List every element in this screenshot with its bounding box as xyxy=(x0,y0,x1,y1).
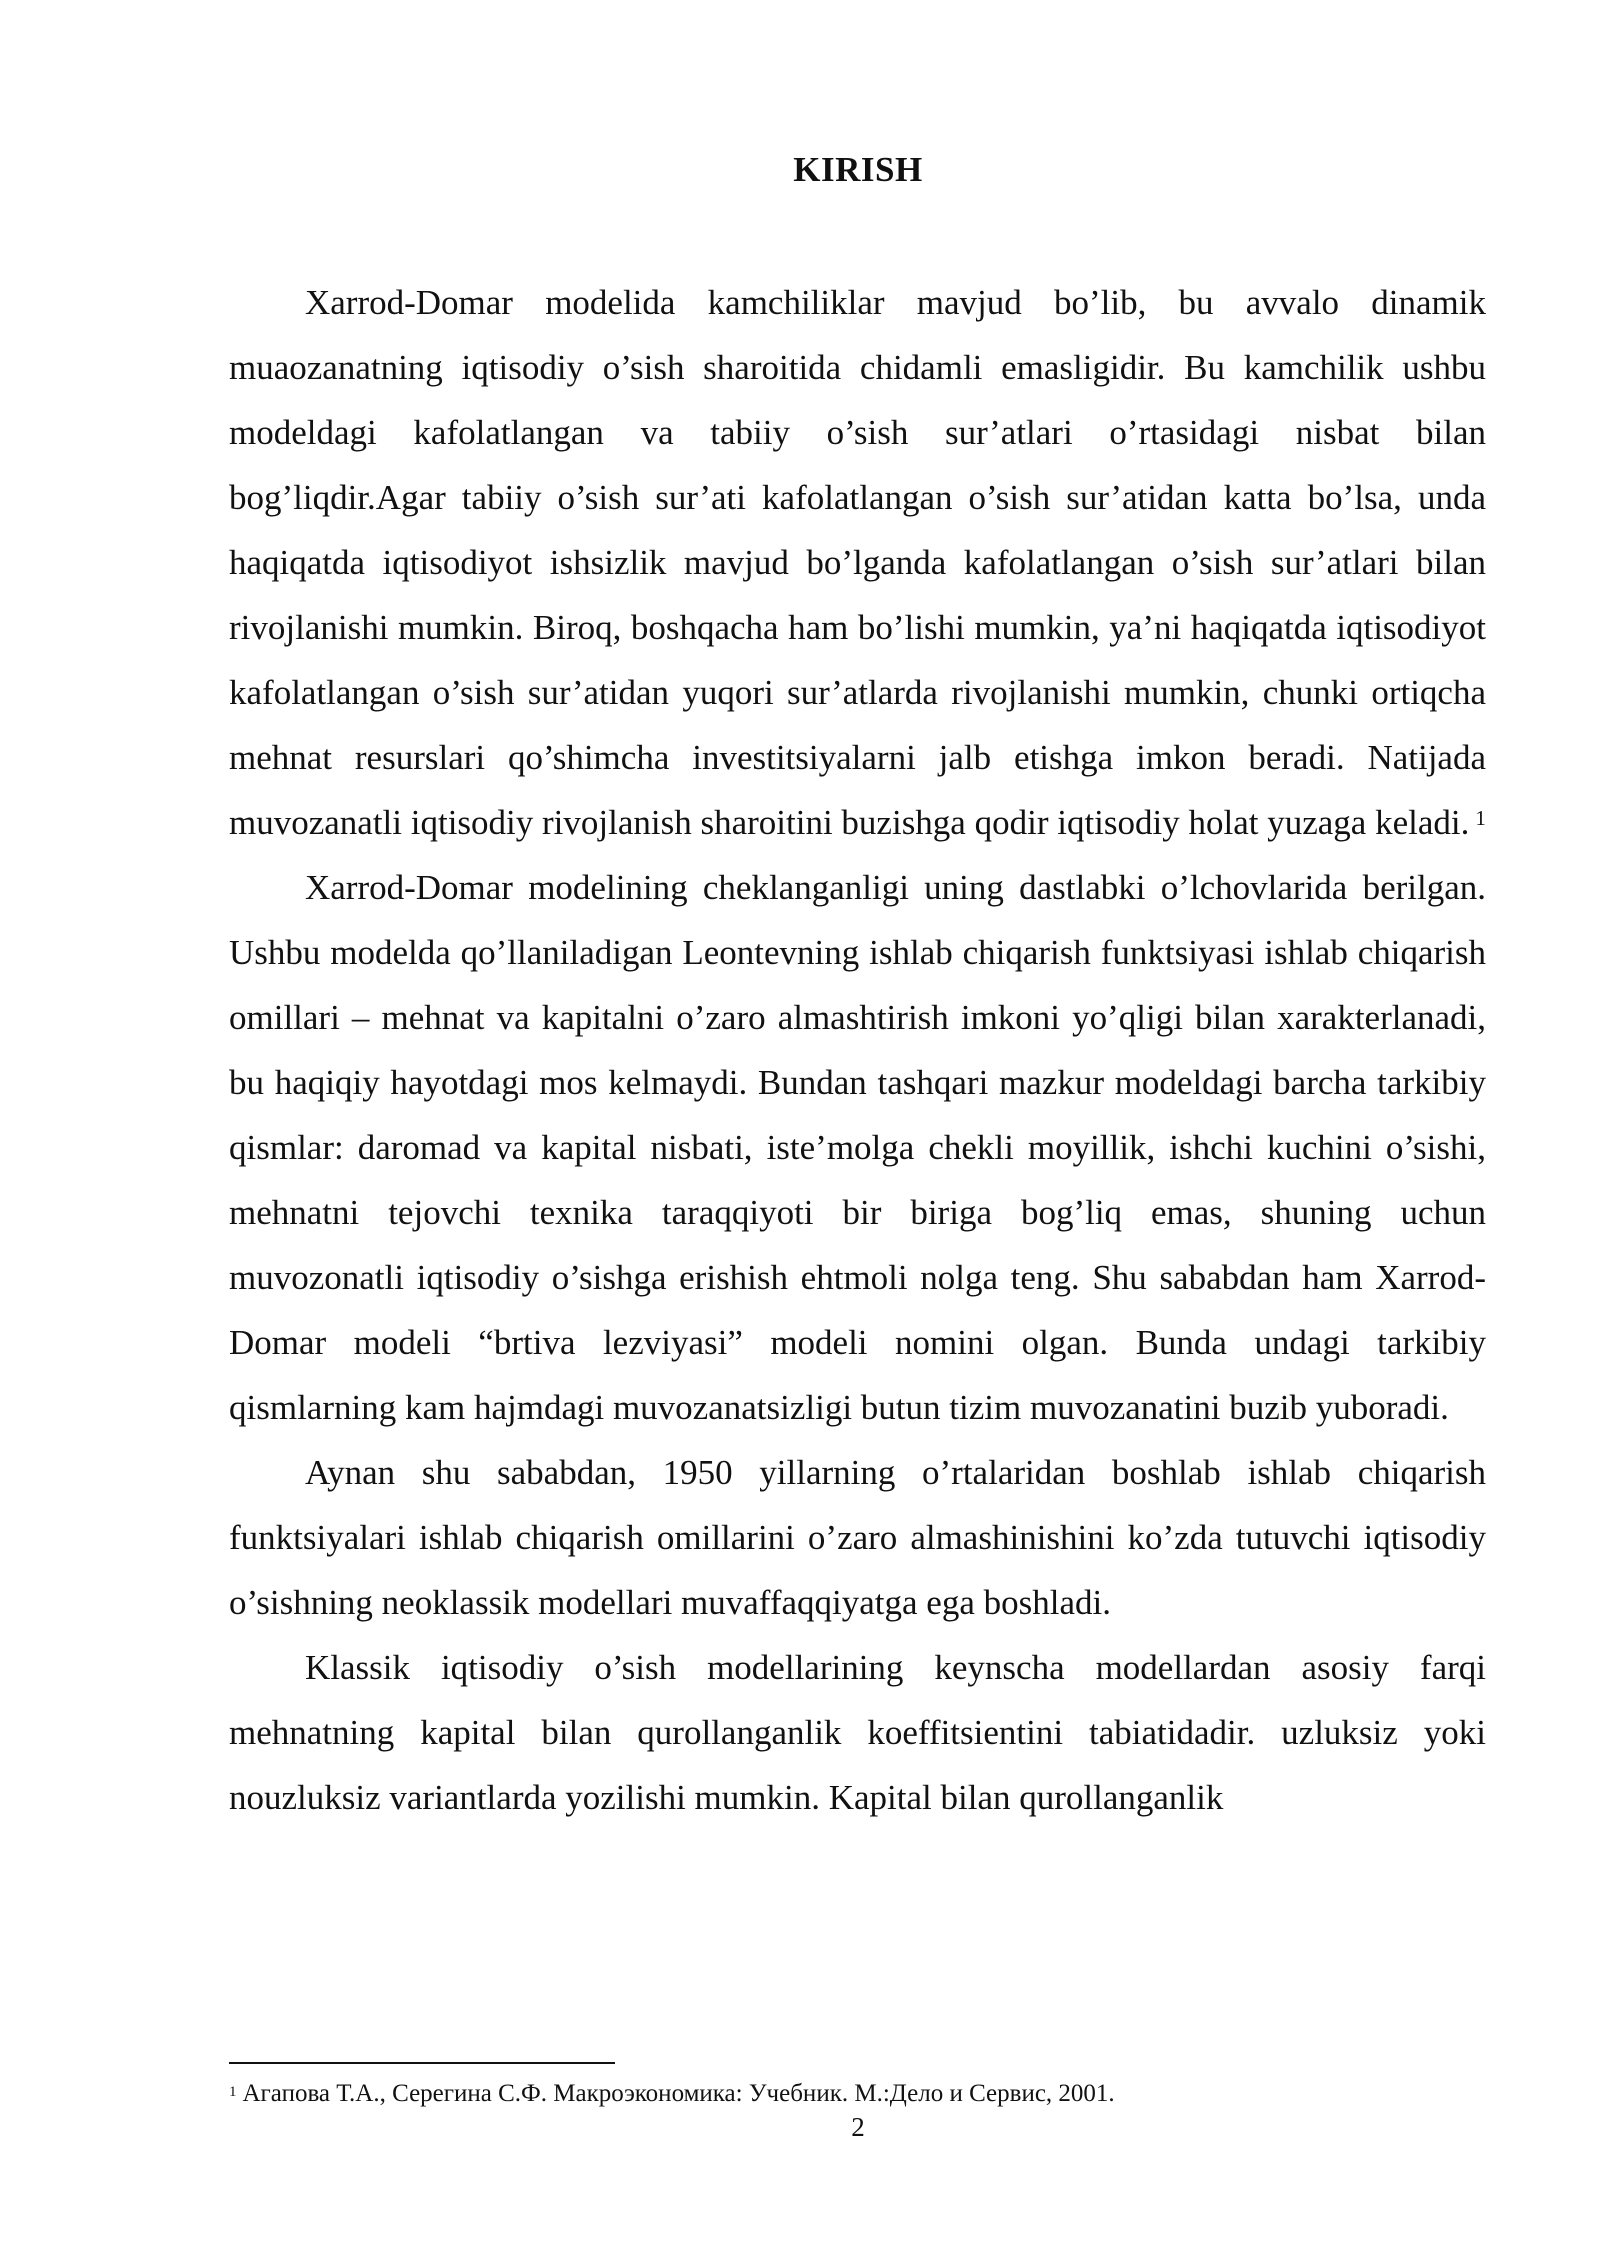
footnote-divider xyxy=(229,2062,615,2064)
footnote-reference: 1 xyxy=(1475,806,1486,830)
paragraph-2: Xarrod-Domar modelining cheklanganligi uning dastlabki o’lchovlarida berilgan. Ushbu modelda qo’llaniladigan Leontevning ishlab chiqarish funktsiyasi ishlab chiqarish omillari – mehnat va kapitalni o’zaro almashtirish imkoni yo’qligi bilan xarakterlanadi, bu haqiqiy hayotdagi mos kelmaydi. Bundan tashqari mazkur modeldagi barcha tarkibiy qismlar: daromad va kapital nisbati, iste’molga chekli moyillik, ishchi kuchini o’sishi, mehnatni tejovchi texnika taraqqiyoti bir biriga bog’liq emas, shuning uchun muvozonatli iqtisodiy o’sishga erishish ehtmoli nolga teng. Shu sababdan ham Xarrod-Domar modeli “brtiva lezviyasi” modeli nomini olgan. Bunda undagi tarkibiy qismlarning kam hajmdagi muvozanatsizligi butun tizim muvozanatini buzib yuboradi. xyxy=(229,868,1486,1427)
paragraph-1-text: Xarrod-Domar modelida kamchiliklar mavjud bo’lib, bu avvalo dinamik muaozanatning iqtisodiy o’sish sharoitida chidamli emasligidir. Bu kamchilik ushbu modeldagi kafolatlangan va tabiiy o’sish sur’atlari o’rtasidagi nisbat bilan bog’liqdir.Agar tabiiy o’sish sur’ati kafolatlangan o’sish sur’atidan katta bo’lsa, unda haqiqatda iqtisodiyot ishsizlik mavjud bo’lganda kafolatlangan o’sish sur’atlari bilan rivojlanishi mumkin. Biroq, boshqacha ham bo’lishi mumkin, ya’ni haqiqatda iqtisodiyot kafolatlangan o’sish sur’atidan yuqori sur’atlarda rivojlanishi mumkin, chunki ortiqcha mehnat resurslari qo’shimcha investitsiyalarni jalb etishga imkon beradi. Natijada muvozanatli iqtisodiy rivojlanish sharoitini buzishga qodir iqtisodiy holat yuzaga keladi. xyxy=(229,283,1486,842)
footnote-text: Агапова Т.А., Серегина С.Ф. Макроэкономика: Учебник. М.:Дело и Сервис, 2001. xyxy=(242,2080,1115,2107)
footnote-number: 1 xyxy=(229,2084,237,2100)
page-number: 2 xyxy=(851,2112,865,2142)
paragraph-4: Klassik iqtisodiy o’sish modellarining keynscha modellardan asosiy farqi mehnatning kapital bilan qurollanganlik koeffitsientini tabiatidadir. uzluksiz yoki nouzluksiz variantlarda yozilishi mumkin. Kapital bilan qurollanganlik xyxy=(229,1648,1486,1817)
paragraph-3: Aynan shu sababdan, 1950 yillarning o’rtalaridan boshlab ishlab chiqarish funktsiyalari ishlab chiqarish omillarini o’zaro almashinishini ko’zda tutuvchi iqtisodiy o’sishning neoklassik modellari muvaffaqqiyatga ega boshladi. xyxy=(229,1453,1486,1622)
body-text xyxy=(229,270,1486,1830)
footnote xyxy=(229,2076,1486,2112)
page-title: KIRISH xyxy=(793,150,923,189)
paragraph-1 xyxy=(229,270,1486,855)
